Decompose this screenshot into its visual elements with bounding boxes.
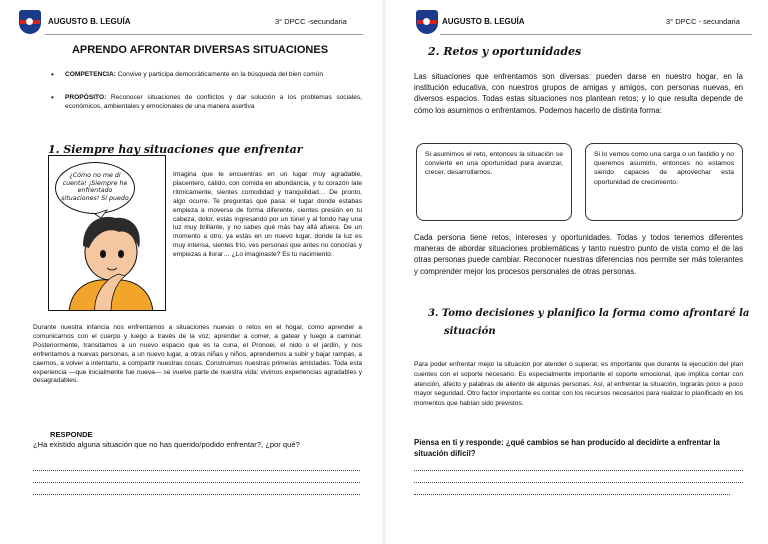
section-3-heading-line-1: 3. Tomo decisiones y planifico la forma como afrontaré la [428, 308, 750, 319]
infancy-paragraph: Durante nuestra infancia nos enfrentamos a situaciones nuevas o retos en el hogar, como aprender a comunicarnos con el cuerpo y luego a través de la voz; aprender a comer, a gatear y luego a caminar. Posteriormente, transitamos a un nuevo espacio que es la cuna, el Pronoei, el nido o el jardín, y nos enfrentamos a nuevas personas, a un nuevo lugar, a otras niñas y niños, aprendemos a subir y bajar rampas, a caernos, a volver a intentarlo, a compartir nuestras cosas. Construimos nuestras primeras amistades. Toda esta experiencia —que inicialmente fue nueva— se vuelve parte de nuestra vida: vivimos experiencias agradables y desagradables. [33, 324, 362, 385]
section-1-heading: 1. Siempre hay situaciones que enfrentar [48, 143, 303, 156]
grade-label: 3° DPCC -secundaria [275, 17, 347, 26]
competencia-text: Convive y participa democráticamente en la búsqueda del bien común [115, 71, 324, 78]
bullet-icon: • [51, 70, 54, 79]
reto-box-assume: Si asumimos el reto, entonces la situación se convierte en una oportunidad para avanzar, crecer, desarrollarnos. [416, 143, 572, 221]
proposito-item [51, 93, 362, 111]
school-crest-icon [416, 10, 438, 34]
competencia-item [51, 70, 362, 80]
retos-paragraph: Las situaciones que enfrentamos son diversas: pueden darse en nuestro hogar, en la institución educativa, con nuestros grupos de amigas y amigos, con personas nuevas, en diversos espacios. Todas estas situaciones nos plantean retos; y lo que resulta depende de cómo los asumimos o enfrentamos. Podemos hacerlo de distinta forma: [414, 72, 743, 115]
question-1: ¿Ha existido alguna situación que no has querido/podido enfrentar?, ¿por qué? [33, 440, 300, 449]
intro-paragraph: Imagina que te encuentras en un lugar muy agradable, placentero, cálido, con comida en abundancia, y tu corazón late rítmicamente, sientes comodidad y tranquilidad… De pronto, algo ocurre. Te preguntas qué pasa: el lugar donde estabas empieza a moverse de forma diferente, sientes presión en tu cabeza, dolor, estás ingresando por un túnel y al fondo hay una luz muy brillante, y no sabes qué más hay allá afuera. De un momento a otro, ya estás en un nuevo lugar, donde la luz es muy intensa, sientes frío, ves personas que antes no conocías y empiezas a llorar… ¿Lo imaginaste? Es tu nacimiento. [173, 171, 362, 259]
diferencias-paragraph: Cada persona tiene retos, intereses y oportunidades. Todas y todos tenemos diferentes maneras de abordar situaciones problemáticas y tanto nuestro punto de vista como el de las otras personas puede cambiar. Reconocer nuestras diferencias nos permite ser más tolerantes y comprender mejor los procesos personales de otras personas. [414, 233, 743, 276]
school-name: AUGUSTO B. LEGUÍA [48, 17, 131, 26]
proposito-label: PROPÓSITO: [65, 94, 107, 101]
header-rule [45, 34, 363, 35]
header-rule [440, 34, 752, 35]
bullet-icon: • [51, 93, 54, 102]
responde-label: RESPONDE [50, 430, 93, 439]
answer-line-2[interactable] [414, 482, 743, 483]
grade-label: 3° DPCC - secundaria [666, 17, 740, 26]
school-name: AUGUSTO B. LEGUÍA [442, 17, 525, 26]
decisiones-paragraph: Para poder enfrentar mejor la situación por atender o superar, es importante que durante la ejecución del plan cuentes con el soporte necesario. Es especialmente importante el soporte emocional, que implica contar con atención, afecto y palabras de aliento de algunas personas. Así, al enfrentar la situación, lograrás poco a poco mayor seguridad. Otro factor importante es contar con los recursos necesarios para realizar lo planificado en los momentos que habían sido previstos. [414, 361, 743, 408]
answer-line-1[interactable] [33, 470, 360, 471]
proposito-text: Reconocer situaciones de conflictos y dar solución a los problemas sociales, económicos, ambientales y emocionales de una manera asertiva [65, 94, 362, 110]
answer-line-3[interactable] [414, 494, 730, 495]
answer-line-1[interactable] [414, 470, 743, 471]
question-2: Piensa en ti y responde: ¿qué cambios se han producido al decidirte a enfrentar la situación difícil? [414, 438, 720, 458]
answer-line-3[interactable] [33, 494, 360, 495]
section-3-heading-line-2: situación [444, 326, 496, 337]
school-crest-icon [19, 10, 41, 34]
boy-figure-icon [49, 156, 166, 311]
right-page [384, 0, 768, 544]
page-title: APRENDO AFRONTAR DIVERSAS SITUACIONES [71, 44, 329, 56]
speech-bubble: ¿Cómo no me di cuenta! ¡Siempre he enfrentado situaciones! Sí puedo [55, 162, 135, 214]
boy-thinking-illustration [48, 155, 166, 311]
section-2-heading: 2. Retos y oportunidades [428, 45, 582, 58]
reto-box-burden: Si lo vemos como una carga o un fastidio y no queremos asumirlo, entonces no estamos siendo capaces de aprovechar esta oportunidad de crecimiento. [585, 143, 743, 221]
competencia-label: COMPETENCIA: [65, 71, 116, 78]
answer-line-2[interactable] [33, 482, 360, 483]
